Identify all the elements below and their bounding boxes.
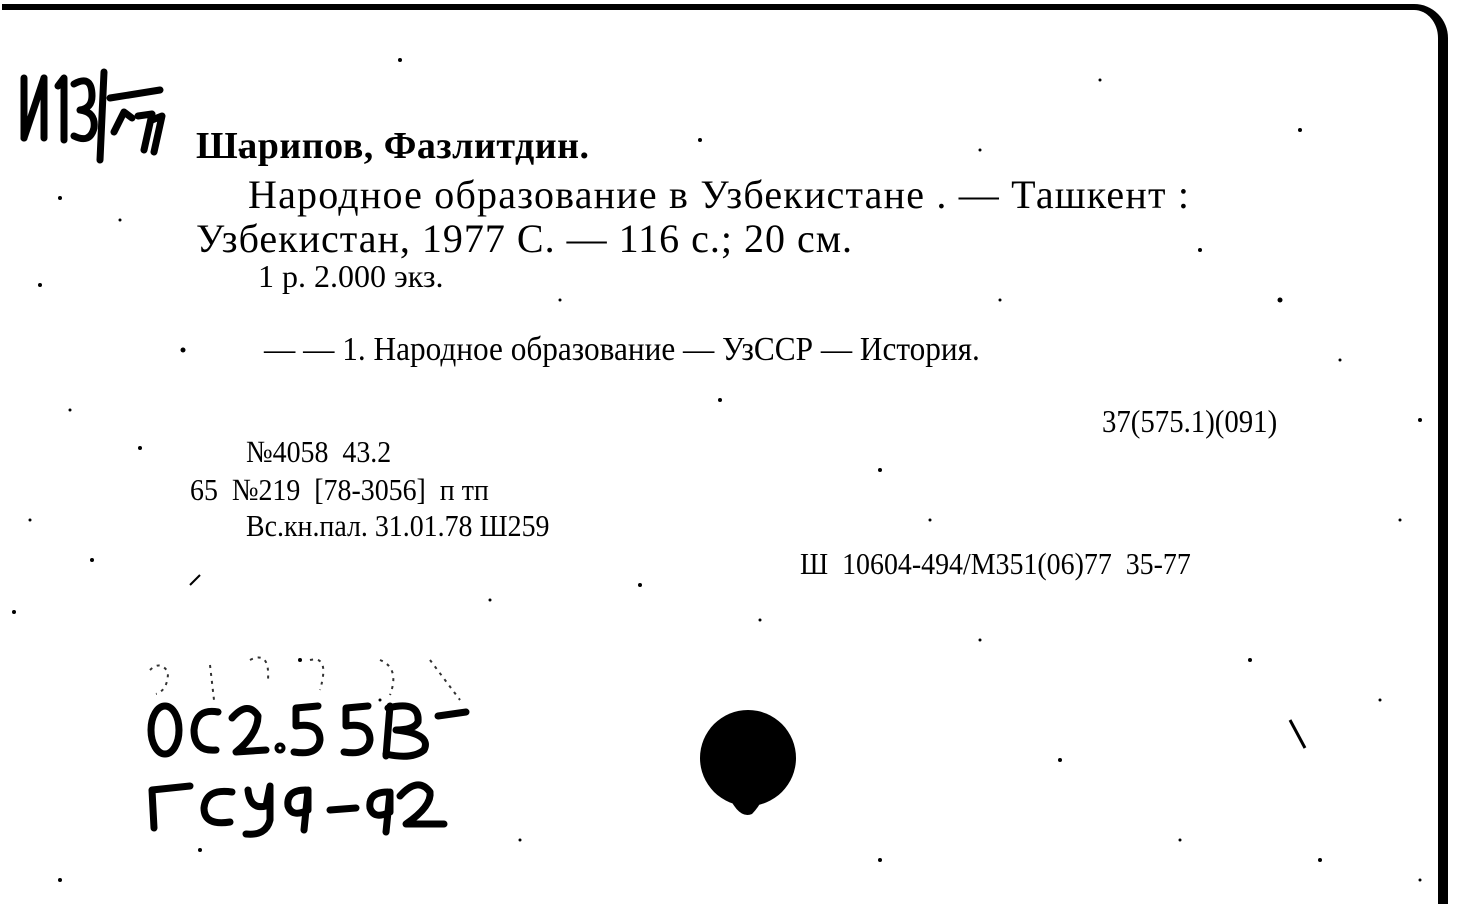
- title-line-1: Народное образование в Узбекистане . — Ташкент :: [248, 172, 1191, 217]
- service-line-1: №4058 43.2: [246, 434, 392, 469]
- publisher-code: Ш 10604-494/М351(06)77 35-77: [800, 546, 1191, 581]
- author-name: Шарипов, Фазлитдин.: [196, 125, 590, 167]
- service-line-3: Вс.кн.пал. 31.01.78 Ш259: [246, 508, 550, 543]
- price-circulation: 1 р. 2.000 экз.: [258, 258, 444, 294]
- service-line-2: 65 №219 [78-3056] п тп: [190, 472, 489, 507]
- title-line-2: Узбекистан, 1977 С. — 116 с.; 20 см.: [196, 216, 854, 261]
- subject-heading: — — 1. Народное образование — УзССР — История.: [264, 331, 980, 368]
- udc-classification: 37(575.1)(091): [1102, 403, 1278, 439]
